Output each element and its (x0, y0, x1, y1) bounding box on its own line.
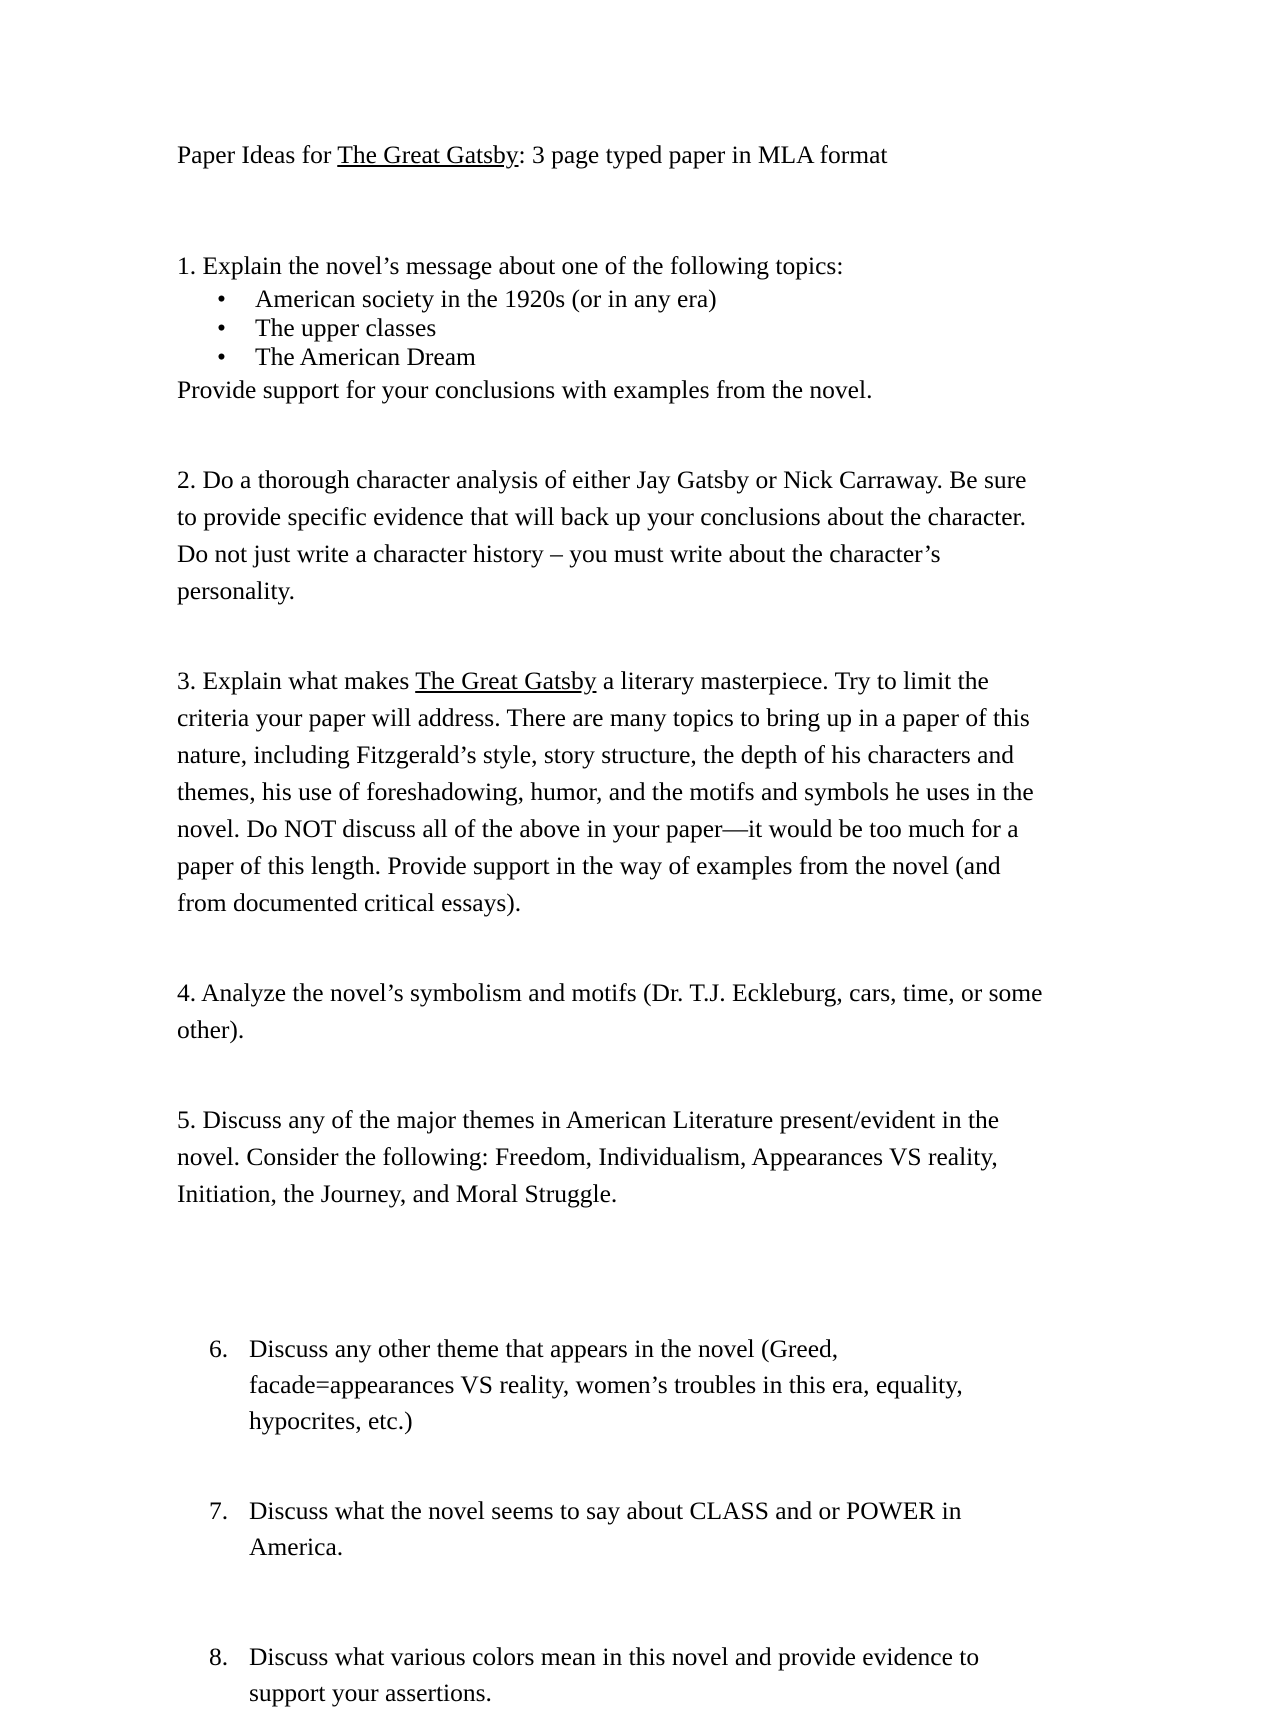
document-body (177, 136, 1047, 1711)
list-marker: 8. (209, 1642, 229, 1671)
list-item-6 (177, 1331, 1047, 1439)
bullet-icon: • (217, 284, 226, 313)
spacer-title (177, 173, 1047, 247)
title-work-underlined: The Great Gatsby (337, 140, 519, 169)
ordered-list-6-8 (177, 1331, 1047, 1711)
spacer-5-6 (177, 1212, 1047, 1286)
spacer-5-6-extra (177, 1286, 1047, 1331)
title-prefix: Paper Ideas for (177, 140, 338, 169)
list-item (177, 313, 1047, 342)
bullet-icon: • (217, 342, 226, 371)
item-1-closing-line: Provide support for your conclusions with examples from the novel. (177, 375, 873, 404)
item-3-text-part-2: a literary masterpiece. Try to limit the criteria your paper will address. There are many topics to bring up in a paper of this nature, including Fitzgerald’s style, story structure, the depth of his characters and themes, his use of foreshadowing, humor, and the motifs and symbols he uses in the novel. Do NOT discuss all of the above in your paper—it would be too much for a paper of this length. Provide support in the way of examples from the novel (and from documented critical essays). (177, 666, 1034, 917)
document-title (177, 136, 1047, 173)
bullet-icon: • (217, 313, 226, 342)
bullet-text: The American Dream (255, 342, 476, 371)
spacer-7-8 (177, 1565, 1047, 1639)
spacer-1-2 (177, 408, 1047, 461)
list-marker: 7. (209, 1496, 229, 1525)
bullet-text: American society in the 1920s (or in any era) (255, 284, 717, 313)
spacer-6-7 (177, 1439, 1047, 1493)
item-3-work-underlined: The Great Gatsby (415, 666, 597, 695)
title-suffix: : 3 page typed paper in MLA format (518, 140, 888, 169)
item-3-text-part-1: 3. Explain what makes (177, 666, 416, 695)
list-item (177, 342, 1047, 371)
list-item-text: Discuss what the novel seems to say about CLASS and or POWER in America. (249, 1496, 962, 1561)
spacer-4-5 (177, 1048, 1047, 1101)
item-1-bullet-list (177, 284, 1047, 371)
spacer-2-3 (177, 609, 1047, 662)
bullet-text: The upper classes (255, 313, 437, 342)
list-item-text: Discuss what various colors mean in this novel and provide evidence to support your assertions. (249, 1642, 980, 1707)
list-item-1-lead: 1. Explain the novel’s message about one of the following topics: (177, 251, 844, 280)
list-item-8 (177, 1639, 1047, 1711)
spacer-3-4 (177, 921, 1047, 974)
list-item-5: 5. Discuss any of the major themes in American Literature present/evident in the novel. Consider the following: Freedom, Individualism, Appearances VS reality, Initiation, the Journey, and Moral Struggle. (177, 1105, 1000, 1208)
list-item-3 (177, 662, 1047, 921)
list-item (177, 284, 1047, 313)
list-item-2: 2. Do a thorough character analysis of either Jay Gatsby or Nick Carraway. Be sure to provide specific evidence that will back up your conclusions about the character. Do not just write a character history – you must write about the character’s personality. (177, 465, 1027, 605)
list-item-text: Discuss any other theme that appears in the novel (Greed, facade=appearances VS reality, women’s troubles in this era, equality, hypocrites, etc.) (249, 1334, 963, 1435)
list-item-4: 4. Analyze the novel’s symbolism and motifs (Dr. T.J. Eckleburg, cars, time, or some other). (177, 978, 1043, 1044)
list-item-7 (177, 1493, 1047, 1565)
list-marker: 6. (209, 1334, 229, 1363)
